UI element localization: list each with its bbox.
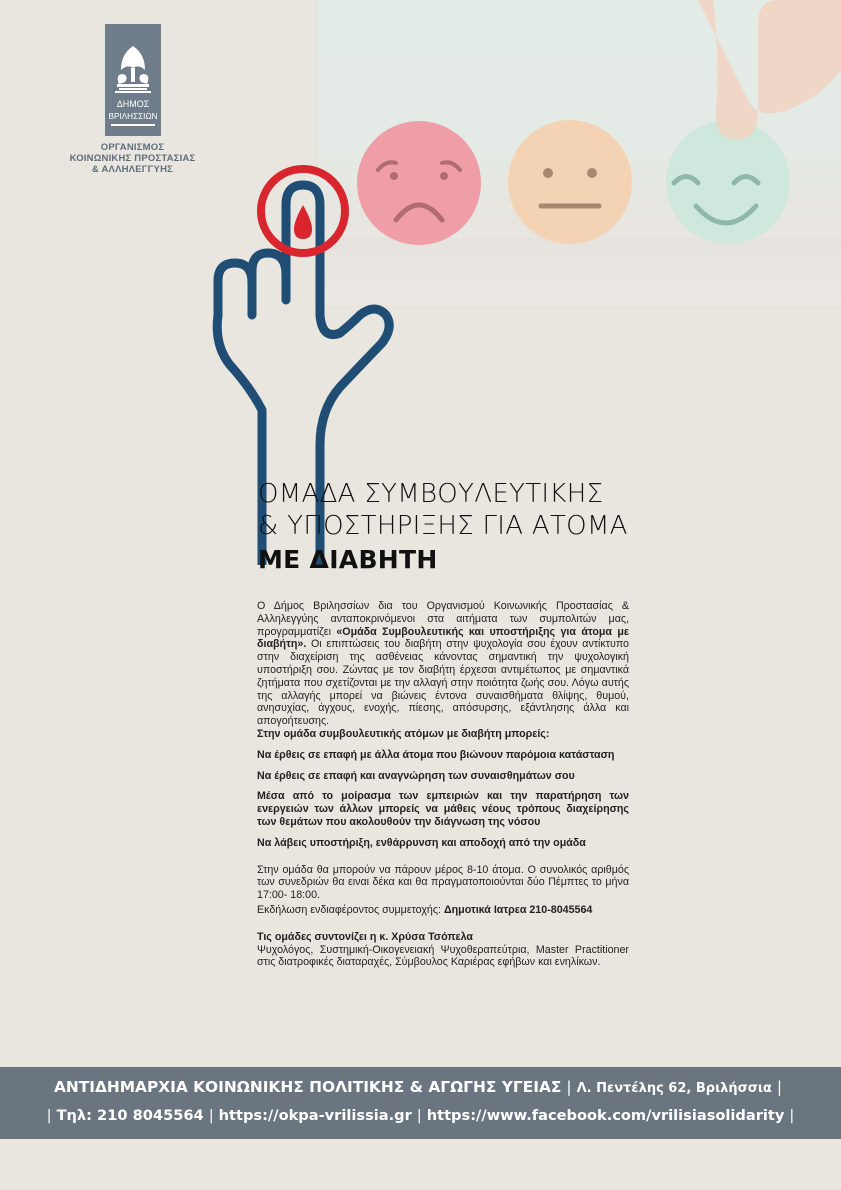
footer-facebook-link[interactable]: https://www.facebook.com/vrilisiasolidarity: [426, 1107, 785, 1124]
organization-name: [60, 142, 205, 175]
title-line3: ΜΕ ΔΙΑΒΗΤΗ: [258, 545, 438, 574]
municipality-logo-icon: [105, 24, 161, 136]
logo-text-line1: ΔΗΜΟΣ: [116, 99, 149, 109]
benefits-lead: Στην ομάδα συμβουλευτικής ατόμων με διαβήτη μπορείς:: [257, 727, 550, 740]
footer-row-1: ΑΝΤΙΔΗΜΑΡΧΙΑ ΚΟΙΝΩΝΙΚΗΣ ΠΟΛΙΤΙΚΗΣ & ΑΓΩΓΗΣ ΥΓΕΙΑΣ | Λ. Πεντέλης 62, Βριλήσσια |: [53, 1078, 783, 1096]
intro-text-b: Οι επιπτώσεις του διαβήτη στην ψυχολογία σου έχουν αντίκτυπο στην διαχείριση της ασθένειας κάνοντας σημαντική την ψυχολογική υποστήριξη σου. Ζώντας με τον διαβήτη έρχεσαι αντιμέτωπος με σημαντικά ζητήματα που σχετίζονται με την αλλαγή στην ποιότητα ζωής σου. Λόγω αυτής της αλλαγής μπορεί να βιώνεις έντονα συναισθήματα θλίψης, θυμού, ανησυχίας, άγχους, ενοχής, πίεσης, απόσυρσης, εξάντλησης άλλα και απογοήτευσης.: [257, 638, 629, 728]
logo-text-line2: ΒΡΙΛΗΣΣΙΩΝ: [107, 112, 158, 121]
municipality-logo: [60, 24, 205, 175]
footer-address: Λ. Πεντέλης 62, Βριλήσσια: [576, 1081, 772, 1096]
title-line2: & ΥΠΟΣΤΗΡΙΞΗΣ ΓΙΑ ΑΤΟΜΑ: [258, 511, 628, 541]
contact-phone: Δημοτικά Ιατρεα 210-8045564: [443, 903, 593, 916]
footer-row-2: | Τηλ: 210 8045564 | https://okpa-vrilissia.gr | https://www.facebook.com/vrilisiasolidarity |: [46, 1107, 795, 1124]
benefit-item: Να λάβεις υποστήριξη, ενθάρρυνση και αποδοχή από την ομάδα: [257, 836, 586, 849]
intro-text-a: Ο Δήμος Βριλησσίων δια του Οργανισμού Κοινωνικής Προστασίας & Αλληλεγγύης ανταποκρινόμενοι στα αιτήματα των συμπολιτών μας, προγραμματίζει: [257, 600, 629, 638]
org-name-line3: & ΑΛΛΗΛΕΓΓΥΗΣ: [91, 164, 174, 175]
happy-face-icon: [666, 120, 790, 244]
org-name-line2: ΚΟΙΝΩΝΙΚΗΣ ΠΡΟΣΤΑΣΙΑΣ: [69, 153, 196, 164]
footer-phone: Τηλ: 210 8045564: [56, 1107, 204, 1124]
poster-title: [258, 478, 678, 576]
benefit-item: Να έρθεις σε επαφή και αναγνώρηση των συναισθημάτων σου: [257, 769, 575, 782]
benefit-item: Να έρθεις σε επαφή με άλλα άτομα που βιώνουν παρόμοια κατάσταση: [257, 748, 615, 761]
benefit-item: Μέσα από το μοίρασμα των εμπειριών και την παρατήρηση των ενεργειών των άλλων μπορείς να μάθεις νέους τρόπους διαχείρησης των θεμάτων που ακολουθούν την διάγνωση της νόσου: [257, 790, 629, 828]
intro-paragraph: [257, 600, 629, 728]
org-name-line1: ΟΡΓΑΝΙΣΜΟΣ: [100, 142, 165, 153]
contact-line: [257, 904, 629, 917]
footer-department: ΑΝΤΙΔΗΜΑΡΧΙΑ ΚΟΙΝΩΝΙΚΗΣ ΠΟΛΙΤΙΚΗΣ & ΑΓΩΓΗΣ ΥΓΕΙΑΣ: [53, 1078, 562, 1096]
footer-band: [0, 1067, 841, 1139]
session-details: Στην ομάδα θα μπορούν να πάρουν μέρος 8-10 άτομα. Ο συνολικός αριθμός των συνεδριών θα ειναι δέκα και θα πραγματοποιούνται δύο Πέμπτες το μήνα 17:00- 18:00.: [257, 863, 629, 902]
title-line1: ΟΜΑΔΑ ΣΥΜΒΟΥΛΕΥΤΙΚΗΣ: [258, 479, 604, 509]
coordinator-bio: Ψυχολόγος, Συστημική-Οικογενειακή Ψυχοθεραπεύτρια, Master Practitioner στις διατροφικές διαταραχές, Σύμβουλος Καριέρας εφήβων και ενηλίκων.: [257, 943, 629, 969]
intro-program-name: «Ομάδα Συμβουλευτικής και υποστήριξης για άτομα με διαβήτη».: [257, 625, 629, 651]
coordinator-name: Τις ομάδες συντονίζει η κ. Χρύσα Τσόπελα: [257, 930, 473, 943]
hand-photo: [698, 0, 841, 140]
body-text: [257, 600, 629, 969]
footer-website-link[interactable]: https://okpa-vrilissia.gr: [218, 1107, 412, 1124]
contact-label: Εκδήλωση ενδιαφέροντος συμμετοχής:: [257, 903, 444, 916]
blood-drop-icon: [294, 205, 312, 239]
